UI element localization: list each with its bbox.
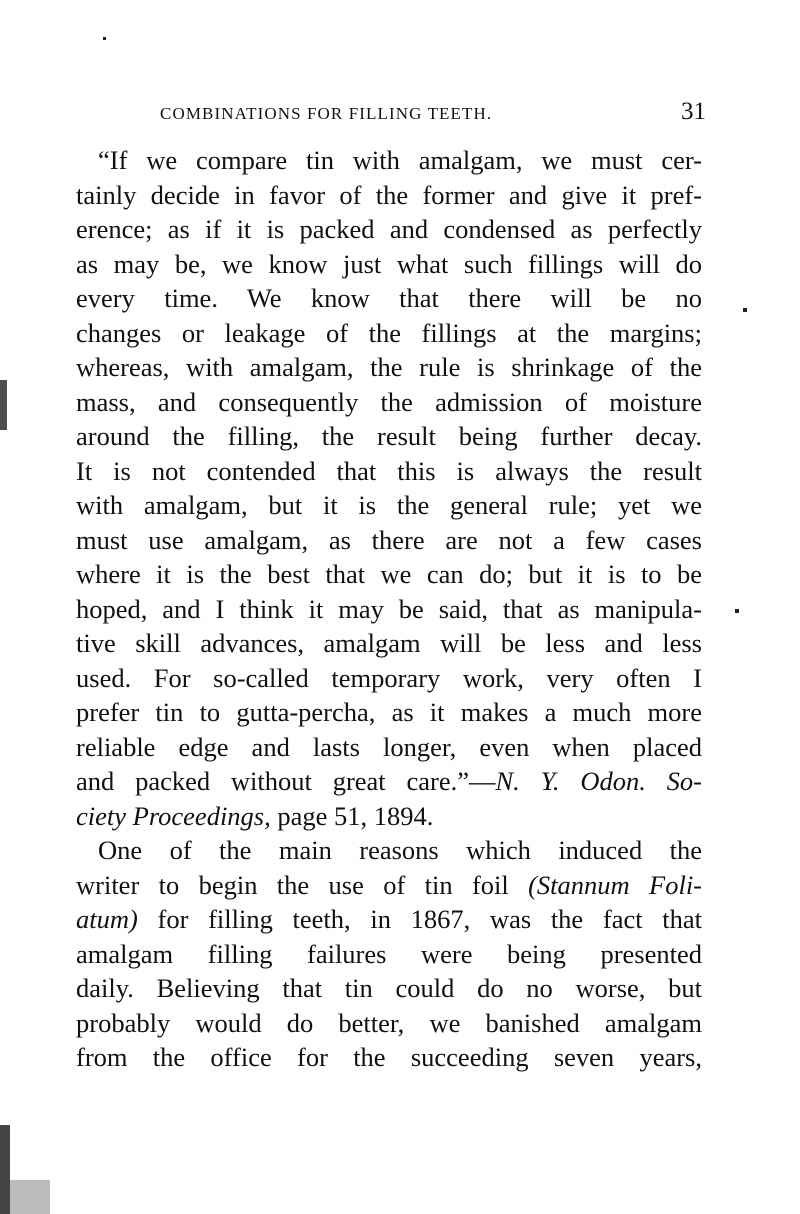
text-segment: around the filling, the result being further decay. [76,421,702,451]
text-segment: erence; as if it is packed and condensed as perfectly [76,214,702,244]
text-line [76,730,702,765]
text-segment: and packed without great care.”— [76,766,496,796]
page-header [76,100,706,130]
text-segment: writer to begin the use of tin foil [76,869,529,900]
text-segment: whereas, with amalgam, the rule is shrinkage of the [76,352,702,382]
text-segment: for filling teeth, in 1867, was the fact that [137,904,702,934]
text-line [76,212,702,247]
text-segment: changes or leakage of the fillings at the margins; [76,317,702,348]
page-number: 31 [681,98,706,125]
text-segment: page 51, 1894. [270,800,434,831]
text-segment: tainly decide in favor of the former and give it pref- [76,179,702,210]
scan-mark [743,308,747,312]
text-line [76,902,702,937]
text-segment: reliable edge and lasts longer, even when placed [76,731,702,762]
text-line [76,971,702,1006]
text-line [76,281,702,316]
text-segment: daily. Believing that tin could do no worse, but [76,973,702,1003]
text-line [76,1040,702,1075]
text-line [76,1006,702,1041]
text-segment: as may be, we know just what such fillings will do [76,248,702,279]
text-line [76,143,702,178]
text-line [76,316,702,351]
text-segment: One of the main reasons which induced the [98,835,702,865]
text-line [76,626,702,661]
text-line [76,695,702,730]
scan-mark [10,1180,50,1214]
text-line [76,868,702,903]
text-line [76,557,702,592]
text-line [76,454,702,489]
text-segment: where it is the best that we can do; but it is to be [76,559,702,589]
text-segment: must use amalgam, as there are not a few cases [76,524,702,555]
text-line [76,592,702,627]
text-line [76,833,702,868]
text-segment: hoped, and I think it may be said, that as manipula- [76,593,702,624]
text-segment: prefer tin to gutta-percha, as it makes a much more [76,697,702,727]
running-head: COMBINATIONS FOR FILLING TEETH. [160,104,493,123]
text-line [76,247,702,282]
text-line [76,178,702,213]
text-segment: used. For so-called temporary work, very often I [76,662,702,693]
text-segment: probably would do better, we banished amalgam [76,1007,702,1038]
text-line [76,419,702,454]
text-line [76,764,702,799]
text-line [76,661,702,696]
text-line [76,385,702,420]
italic-text: N. Y. Odon. So- [495,766,702,796]
body-text [76,143,702,1075]
text-segment: “If we compare tin with amalgam, we must cer- [98,145,702,175]
text-segment: with amalgam, but it is the general rule; yet we [76,490,702,520]
text-line [76,799,702,834]
text-segment: mass, and consequently the admission of moisture [76,386,702,417]
scan-mark [0,1125,10,1214]
text-line [76,523,702,558]
text-segment: every time. We know that there will be no [76,283,702,313]
text-line [76,350,702,385]
italic-text: (Stannum Foli- [528,869,703,900]
text-line [76,937,702,972]
scan-mark [735,609,739,613]
italic-text: ciety Proceedings, [76,800,271,831]
text-segment: tive skill advances, amalgam will be less and less [76,628,702,658]
text-line [76,488,702,523]
scan-mark [0,380,7,430]
text-segment: It is not contended that this is always the result [76,455,702,486]
text-segment: from the office for the succeeding seven years, [76,1042,702,1072]
scan-mark [103,37,106,40]
text-segment: amalgam filling failures were being presented [76,938,702,969]
italic-text: atum) [76,904,138,934]
